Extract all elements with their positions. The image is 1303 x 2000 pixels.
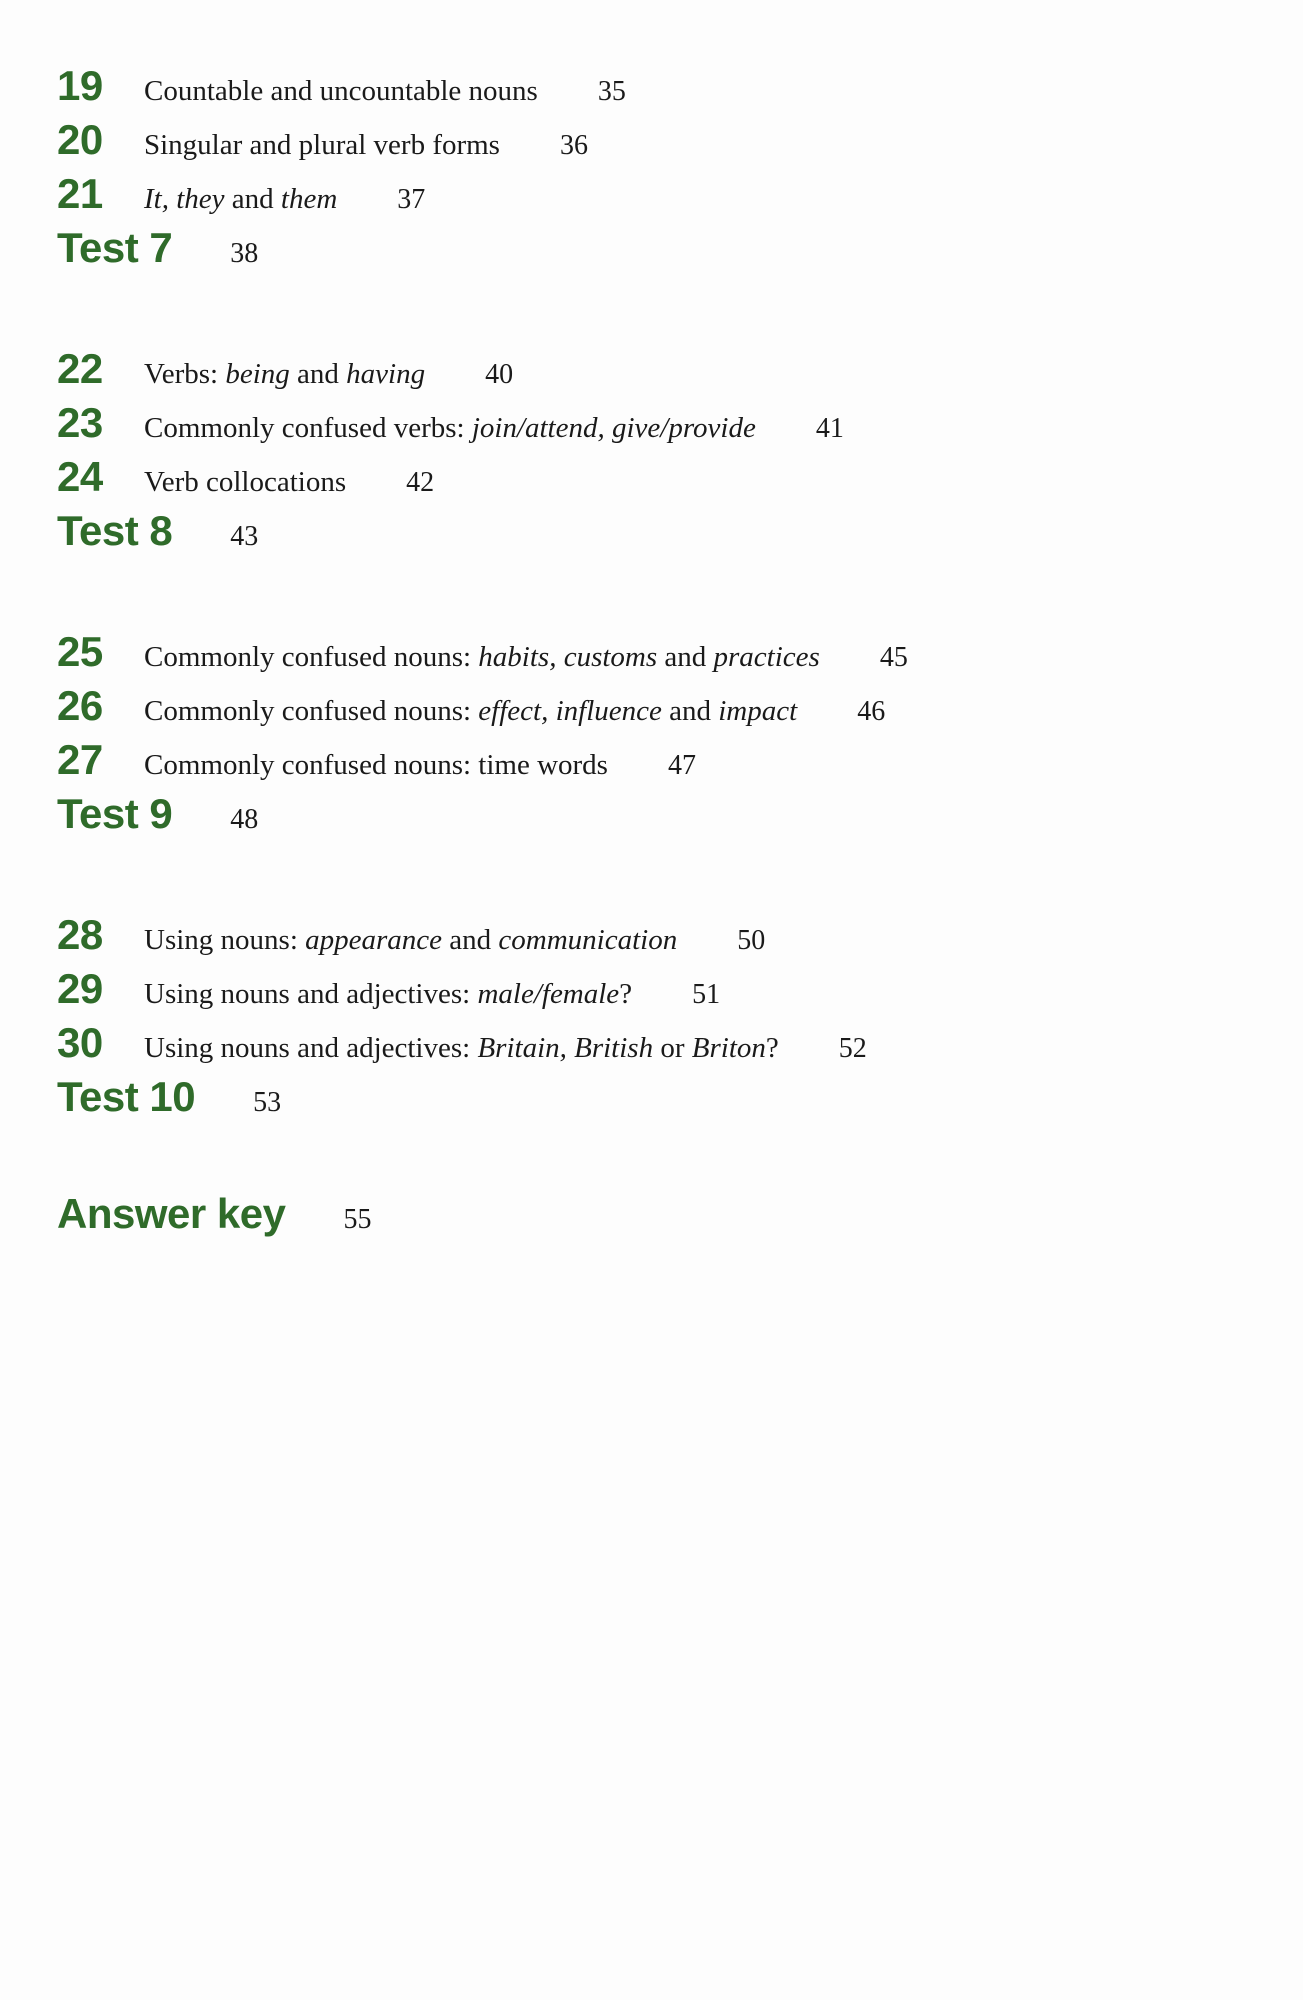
toc-unit-row[interactable] <box>57 682 1257 736</box>
title-part: Using nouns and adjectives: <box>144 978 478 1010</box>
title-part: Commonly confused nouns: <box>144 695 479 727</box>
unit-title <box>144 183 337 216</box>
unit-title <box>144 466 346 499</box>
title-part: Using nouns and adjectives: <box>144 1032 478 1064</box>
title-part: Countable and uncountable nouns <box>144 75 538 107</box>
unit-number: 21 <box>57 170 103 217</box>
toc-test-row[interactable] <box>57 1073 1257 1129</box>
title-part: Commonly confused nouns: time words <box>144 749 608 781</box>
title-part: appearance <box>305 924 443 956</box>
title-part: and <box>224 183 281 215</box>
answer-key-label: Answer key <box>57 1190 286 1237</box>
test-label: Test 7 <box>57 224 173 271</box>
title-part: and <box>442 924 499 956</box>
toc-group <box>57 628 1257 846</box>
page-number: 41 <box>815 413 844 444</box>
toc-unit-row[interactable] <box>57 1019 1257 1073</box>
title-part: impact <box>718 695 798 727</box>
title-part: ? <box>765 1032 779 1064</box>
title-part: having <box>346 358 426 390</box>
page-number: 48 <box>230 804 259 835</box>
page-number: 46 <box>857 696 886 727</box>
page-number: 55 <box>343 1204 372 1235</box>
unit-number: 28 <box>57 911 103 958</box>
page-number: 47 <box>667 750 696 781</box>
title-part: Commonly confused nouns: <box>144 641 479 673</box>
page-number: 50 <box>737 925 766 956</box>
unit-title <box>144 924 677 957</box>
toc-unit-row[interactable] <box>57 911 1257 965</box>
page-number: 37 <box>397 184 426 215</box>
unit-title <box>144 75 538 108</box>
page-number: 35 <box>597 76 626 107</box>
toc-unit-row[interactable] <box>57 170 1257 224</box>
page-number: 43 <box>230 521 259 552</box>
unit-title <box>144 749 608 782</box>
unit-title <box>144 978 632 1011</box>
toc-unit-row[interactable] <box>57 116 1257 170</box>
page-number: 53 <box>253 1087 282 1118</box>
page-number: 45 <box>879 642 908 673</box>
page-number: 52 <box>838 1033 867 1064</box>
title-part: and <box>289 358 347 390</box>
unit-number: 20 <box>57 116 103 163</box>
test-label: Test 8 <box>57 507 173 554</box>
title-part: Commonly confused verbs: <box>144 412 472 444</box>
test-label: Test 9 <box>57 790 173 837</box>
toc-unit-row[interactable] <box>57 965 1257 1019</box>
unit-title <box>144 641 820 674</box>
unit-number: 29 <box>57 965 103 1012</box>
page-number: 51 <box>692 979 721 1010</box>
toc-unit-row[interactable] <box>57 345 1257 399</box>
toc-group <box>57 345 1257 563</box>
title-part: Verbs: <box>144 358 226 390</box>
toc-test-row[interactable] <box>57 224 1257 280</box>
title-part: or <box>653 1032 692 1064</box>
title-part: Briton <box>691 1032 766 1064</box>
title-part: them <box>280 183 338 215</box>
unit-number: 23 <box>57 399 103 446</box>
toc-unit-row[interactable] <box>57 628 1257 682</box>
toc-unit-row[interactable] <box>57 736 1257 790</box>
unit-title <box>144 695 797 728</box>
unit-number: 26 <box>57 682 103 729</box>
title-part: practices <box>713 641 820 673</box>
toc-group <box>57 911 1257 1129</box>
title-part: effect, influence <box>478 695 662 727</box>
page-number: 36 <box>559 130 588 161</box>
title-part: It, they <box>144 183 225 215</box>
toc-answer-key-row[interactable] <box>57 1190 1257 1250</box>
test-label: Test 10 <box>57 1073 196 1120</box>
title-part: male/female <box>477 978 620 1010</box>
page-number: 40 <box>485 359 514 390</box>
unit-number: 22 <box>57 345 103 392</box>
title-part: and <box>657 641 714 673</box>
unit-number: 27 <box>57 736 103 783</box>
toc-test-row[interactable] <box>57 507 1257 563</box>
title-part: join/attend, give/provide <box>471 412 756 444</box>
title-part: and <box>661 695 719 727</box>
title-part: Britain, British <box>477 1032 654 1064</box>
toc-unit-row[interactable] <box>57 453 1257 507</box>
title-part: Verb collocations <box>144 466 347 498</box>
unit-number: 19 <box>57 62 103 109</box>
title-part: Using nouns: <box>144 924 306 956</box>
title-part: communication <box>498 924 678 956</box>
title-part: Singular and plural verb forms <box>144 129 500 161</box>
toc-unit-row[interactable] <box>57 399 1257 453</box>
toc-unit-row[interactable] <box>57 62 1257 116</box>
unit-number: 25 <box>57 628 103 675</box>
unit-title <box>144 1032 779 1065</box>
page-number: 38 <box>230 238 259 269</box>
toc-test-row[interactable] <box>57 790 1257 846</box>
unit-title <box>144 129 500 162</box>
toc-group <box>57 62 1257 280</box>
title-part: being <box>225 358 290 390</box>
unit-title <box>144 412 756 445</box>
title-part: habits, customs <box>478 641 658 673</box>
unit-number: 30 <box>57 1019 103 1066</box>
unit-title <box>144 358 425 391</box>
page-number: 42 <box>406 467 435 498</box>
title-part: ? <box>619 978 633 1010</box>
unit-number: 24 <box>57 453 103 500</box>
table-of-contents <box>57 62 1257 1250</box>
